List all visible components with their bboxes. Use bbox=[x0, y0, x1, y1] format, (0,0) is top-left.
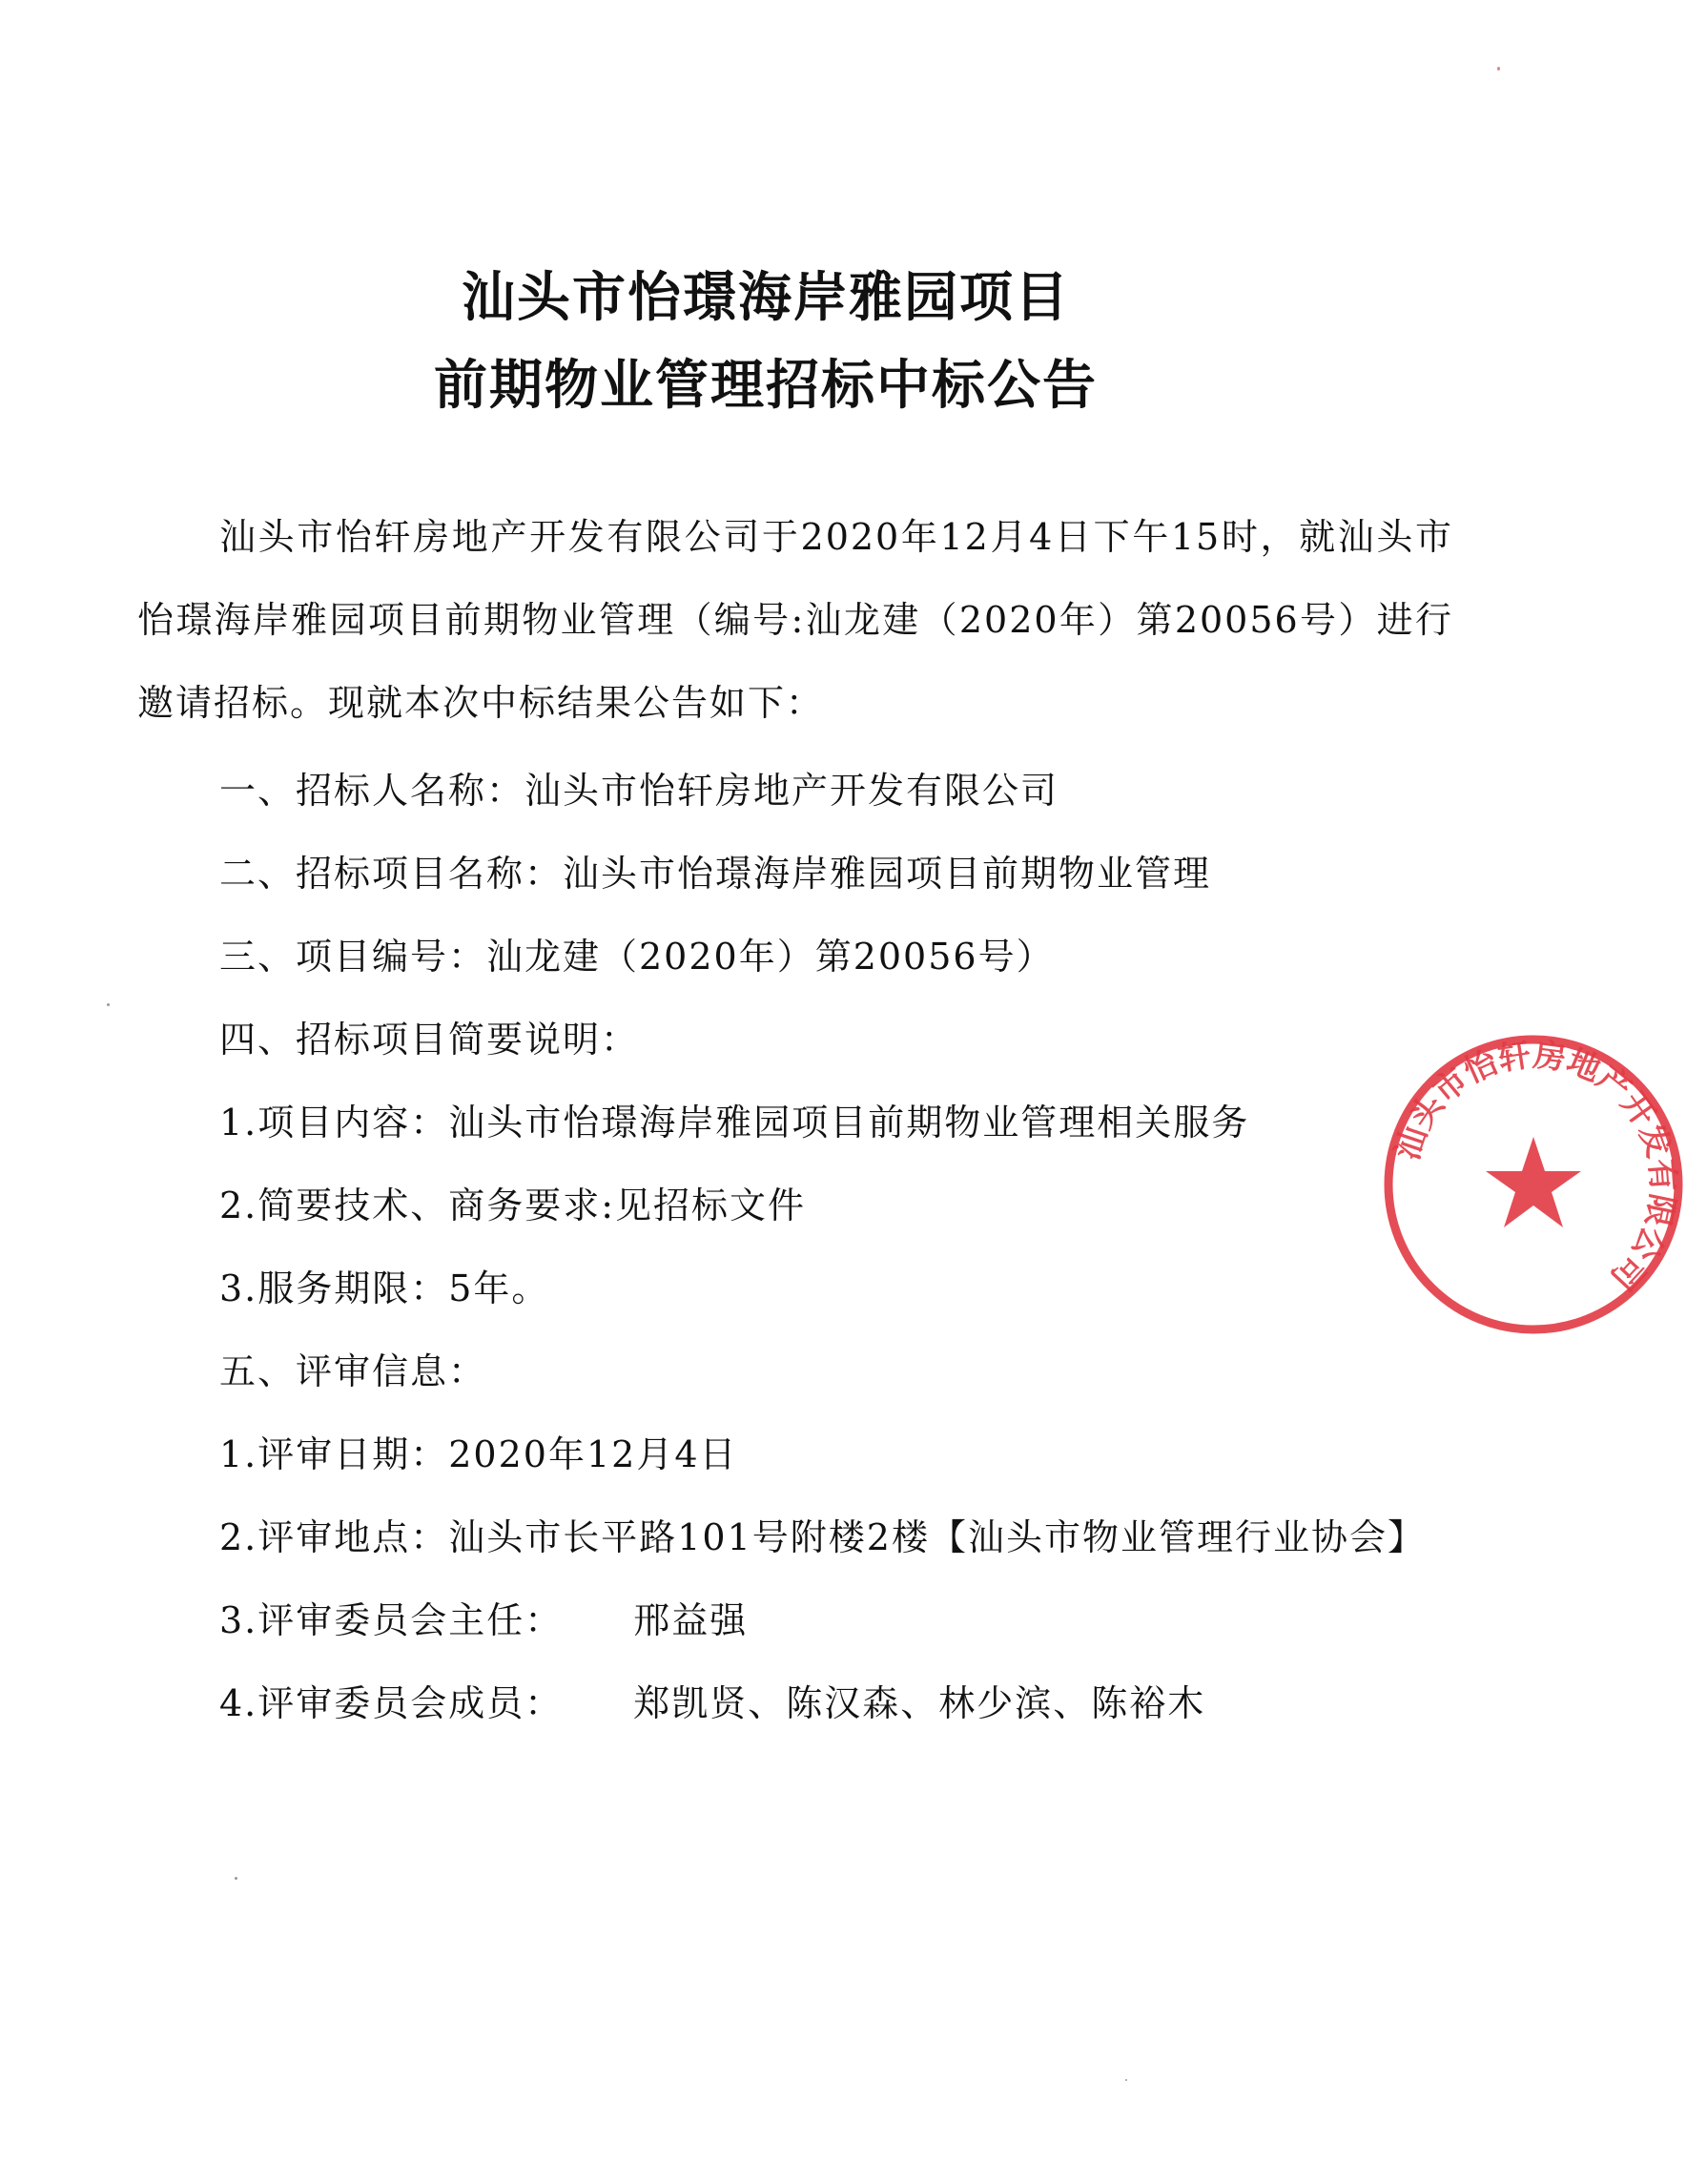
committee-members-names: 郑凯贤、陈汉森、林少滨、陈裕木 bbox=[633, 1682, 1206, 1724]
title-line-1: 汕头市怡璟海岸雅园项目 bbox=[462, 267, 1070, 329]
item-committee-chair bbox=[219, 1591, 748, 1643]
intro-paragraph: 汕头市怡轩房地产开发有限公司于2020年12月4日下午15时，就汕头市怡璟海岸雅园项目前期物业管理（编号:汕龙建（2020年）第20056号）进行邀请招标。现就本次中标结果公告如下： bbox=[137, 516, 1453, 724]
company-seal bbox=[1381, 1032, 1686, 1337]
committee-chair-label: 3.评审委员会主任： bbox=[219, 1599, 564, 1641]
scan-speck bbox=[1125, 2079, 1127, 2081]
item-project-name: 二、招标项目名称：汕头市怡璟海岸雅园项目前期物业管理 bbox=[219, 853, 1212, 895]
scan-speck bbox=[107, 1003, 110, 1006]
item-project-content: 1.项目内容：汕头市怡璟海岸雅园项目前期物业管理相关服务 bbox=[219, 1102, 1250, 1144]
seal-text: 汕头市怡轩房地产开发有限公司 bbox=[1388, 1036, 1682, 1298]
item-requirements: 2.简要技术、商务要求:见招标文件 bbox=[219, 1185, 807, 1226]
item-review-heading: 五、评审信息： bbox=[219, 1350, 487, 1392]
seal-star-icon bbox=[1486, 1137, 1581, 1227]
item-project-brief-heading: 四、招标项目简要说明： bbox=[219, 1019, 640, 1061]
committee-chair-name: 邢益强 bbox=[633, 1599, 749, 1641]
scan-speck bbox=[235, 1877, 237, 1880]
item-review-location: 2.评审地点：汕头市长平路101号附楼2楼【汕头市物业管理行业协会】 bbox=[219, 1516, 1426, 1558]
item-review-date: 1.评审日期：2020年12月4日 bbox=[219, 1433, 738, 1475]
item-project-number: 三、项目编号：汕龙建（2020年）第20056号） bbox=[219, 936, 1055, 978]
item-service-period: 3.服务期限：5年。 bbox=[219, 1267, 550, 1309]
item-committee-members bbox=[219, 1674, 1205, 1726]
scan-speck bbox=[1497, 67, 1500, 71]
title-line-2: 前期物业管理招标中标公告 bbox=[434, 355, 1098, 417]
item-bidder-name: 一、招标人名称：汕头市怡轩房地产开发有限公司 bbox=[219, 770, 1059, 812]
svg-text:汕头市怡轩房地产开发有限公司 bbox=[1388, 1036, 1682, 1297]
committee-members-label: 4.评审委员会成员： bbox=[219, 1682, 564, 1724]
